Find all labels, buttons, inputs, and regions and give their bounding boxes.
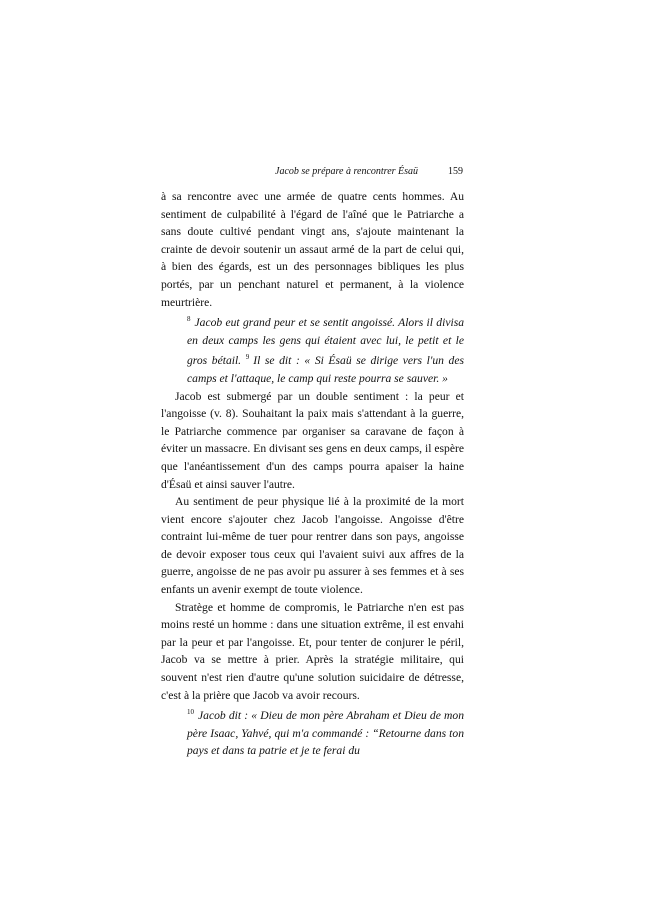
running-title: Jacob se prépare à rencontrer Ésaü [275, 166, 419, 177]
paragraph-4: Stratège et homme de compromis, le Patriarche n'en est pas moins resté un homme : dans une situation extrême, il est envahi par la peur et par l'angoisse. Et, pour tenter de conjurer le péril, Jacob va se mettre à prier. Après la stratégie militaire, qui souvent n'est rien d'autre qu'une solution suicidaire de détresse, c'est à la prière que Jacob va avoir recours. [161, 600, 464, 702]
paragraph-3: Au sentiment de peur physique lié à la proximité de la mort vient encore s'ajouter chez Jacob l'angoisse. Angoisse d'être contraint lui-même de tuer pour rentrer dans son pays, angoisse de devoir exposer tous ceux qui l'avaient suivi aux affres de la guerre, angoisse de ne pas avoir pu assurer à ses femmes et à ses enfants un avenir exempt de toute violence. [161, 495, 464, 597]
running-header [275, 166, 465, 177]
verse-number-8: 8 [187, 315, 191, 324]
page-number: 159 [448, 166, 463, 177]
paragraph-2: Jacob est submergé par un double sentiment : la peur et l'angoisse (v. 8). Souhaitant la paix mais s'attendant à la guerre, le Patriarche commence par organiser sa caravane de façon à éviter un massacre. En divisant ses gens en deux camps, il espère que l'anéantissement d'un des camps pourra apaiser la haine d'Ésaü et ainsi sauver l'autre. [161, 389, 464, 491]
verse-8-text: Jacob eut grand peur et se sentit angoissé. Alors il divisa en deux camps les gens qui étaient avec lui, le petit et le gros bétail. [187, 316, 464, 368]
verse-9-text: Il se dit : « Si Ésaü se dirige vers l'un des camps et l'attaque, le camp qui reste pourra se sauver. » [187, 354, 465, 385]
verse-10-text: Jacob dit : « Dieu de mon père Abraham et Dieu de mon père Isaac, Yahvé, qui m'a commandé : “Retourne dans ton pays et dans ta patrie et je te ferai du [187, 709, 464, 758]
paragraph-1: à sa rencontre avec une armée de quatre cents hommes. Au sentiment de culpabilité à l'égard de l'aîné que le Patriarche a sans doute cultivé pendant vingt ans, s'ajoute maintenant la crainte de devoir soutenir un assaut armé de la part de celui qui, à bien des égards, est un des personnages bibliques les plus portés, par un penchant naturel et permanent, à la violence meurtrière. [161, 190, 464, 309]
verse-number-9: 9 [245, 353, 250, 362]
page-body [161, 188, 464, 760]
verse-number-10: 10 [187, 708, 194, 717]
scripture-quote-1 [187, 311, 464, 387]
scripture-quote-2 [187, 704, 464, 760]
